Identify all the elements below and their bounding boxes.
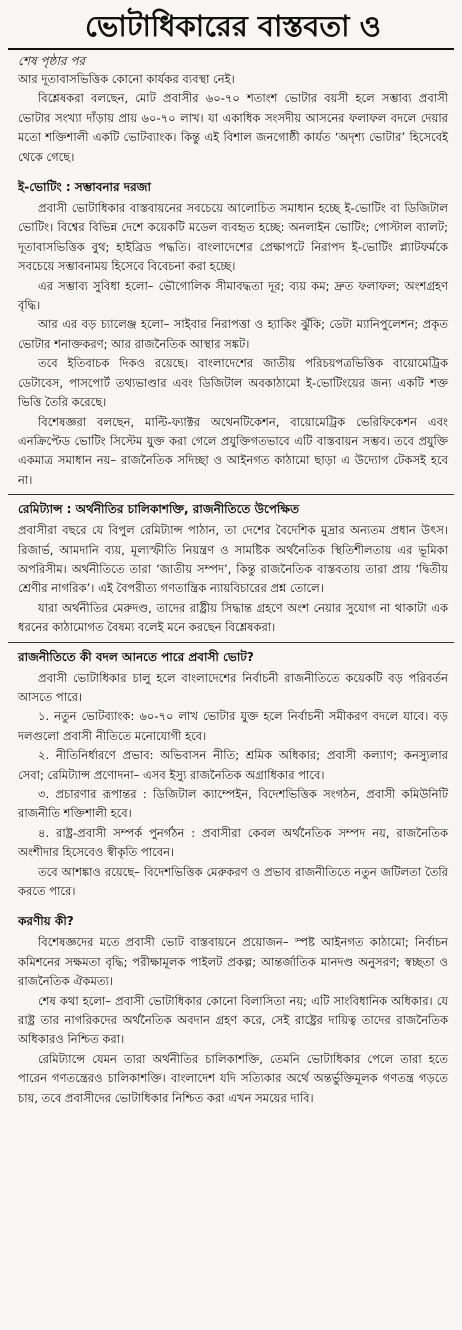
body-paragraph: ১. নতুন ভোটব্যাংক: ৬০-৭০ লাখ ভোটার যুক্ত হলে নির্বাচনী সমীকরণ বদলে যাবে। বড় দলগুলো প্রবাসী নীতিতে মনোযোগী হবে। xyxy=(18,709,448,743)
body-paragraph: ৪. রাষ্ট্র-প্রবাসী সম্পর্ক পুনর্গঠন : প্রবাসীরা কেবল অর্থনৈতিক সম্পদ নয়, রাজনৈতিক অংশীদার হিসেবেও স্বীকৃতি পাবেন। xyxy=(18,825,448,860)
body-paragraph: শেষ কথা হলো– প্রবাসী ভোটাধিকার কোনো বিলাসিতা নয়; এটি সাংবিধানিক অধিকার। যে রাষ্ট্র তার নাগরিকদের অর্থনৈতিক অবদান গ্রহণ করে, সেই রাষ্ট্রের দায়িত্ব তাদের রাজনৈতিক অধিকারও নিশ্চিত করা। xyxy=(18,993,448,1047)
body-paragraph: প্রবাসীরা বছরে যে বিপুল রেমিট্যান্স পাঠান, তা দেশের বৈদেশিক মুদ্রার অন্যতম প্রধান উৎস। রিজার্ভ, আমদানি ব্যয়, মূল্যস্ফীতি নিয়ন্ত্রণ ও সামষ্টিক অর্থনৈতিক স্থিতিশীলতায় এর ভূমিকা অপরিসীম। অর্থনীতিতে তারা ‘জাতীয় সম্পদ’, কিন্তু রাজনৈতিক বাস্তবতায় তারা প্রায় ‘দ্বিতীয় শ্রেণীর নাগরিক’। এই বৈপরীত্য গণতান্ত্রিক ন্যায়বিচারের প্রশ্ন তোলে। xyxy=(18,523,448,596)
section-heading-remittance: রেমিট্যান্স : অর্থনীতির চালিকাশক্তি, রাজনীতিতে উপেক্ষিত xyxy=(18,502,300,517)
body-paragraph: প্রবাসী ভোটাধিকার চালু হলে বাংলাদেশের নির্বাচনী রাজনীতিতে কয়েকটি বড় পরিবর্তন আসতে পারে। xyxy=(18,670,448,704)
headline-rule xyxy=(8,48,454,50)
body-paragraph: তবে আশঙ্কাও রয়েছে– বিদেশভিত্তিক মেরুকরণ ও প্রভাব রাজনীতিতে নতুন জটিলতা তৈরি করতে পারে। xyxy=(18,864,448,899)
body-paragraph: রেমিট্যান্সে যেমন তারা অর্থনীতির চালিকাশক্তি, তেমনি ভোটাধিকার পেলে তারা হতে পারেন গণতন্ত্রেরও চালিকাশক্তি। বাংলাদেশ যদি সত্যিকার অর্থে অন্তর্ভুক্তিমূলক গণতন্ত্র গড়তে চায়, তবে প্রবাসীদের ভোটাধিকার নিশ্চিত করা এখন সময়ের দাবি। xyxy=(18,1051,448,1105)
section-heading-evoting: ই-ভোটিং : সম্ভাবনার দরজা xyxy=(18,180,151,195)
body-paragraph: ৩. প্রচারণার রূপান্তর : ডিজিটাল ক্যাম্পেইন, বিদেশভিত্তিক সংগঠন, প্রবাসী কমিউনিটি রাজনীতি শক্তিশালী হবে। xyxy=(18,787,448,821)
section-divider xyxy=(8,494,454,495)
section-heading-todo: করণীয় কী? xyxy=(18,914,74,929)
body-paragraph: যারা অর্থনীতির মেরুদণ্ড, তাদের রাষ্ট্রীয় সিদ্ধান্ত গ্রহণে অংশ নেয়ার সুযোগ না থাকাটা এক ধরনের কাঠামোগত বৈষম্য বলেই মনে করছেন বিশ্লেষকরা। xyxy=(18,600,448,635)
body-paragraph: ২. নীতিনির্ধারণে প্রভাব: অভিবাসন নীতি; শ্রমিক অধিকার; প্রবাসী কল্যাণ; কনস্যুলার সেবা; রেমিট্যান্স প্রণোদনা– এসব ইস্যু রাজনৈতিক অগ্রাধিকার পাবে। xyxy=(18,748,448,782)
body-paragraph: বিশেষজ্ঞদের মতে প্রবাসী ভোট বাস্তবায়নে প্রয়োজন– স্পষ্ট আইনগত কাঠামো; নির্বাচন কমিশনের সক্ষমতা বৃদ্ধি; পরীক্ষামূলক পাইলট প্রকল্প; আন্তর্জাতিক মানদণ্ড অনুসরণ; স্বচ্ছতা ও রাজনৈতিক ঐকমত্য। xyxy=(18,935,448,989)
body-paragraph: তবে ইতিবাচক দিকও রয়েছে। বাংলাদেশের জাতীয় পরিচয়পত্রভিত্তিক বায়োমেট্রিক ডেটাবেস, পাসপোর্ট তথ্যভাণ্ডার এবং ডিজিটাল অবকাঠামো ই-ভোটিংয়ের জন্য একটি শক্ত ভিত্তি তৈরি করেছে। xyxy=(18,356,448,410)
section-heading-politics: রাজনীতিতে কী বদল আনতে পারে প্রবাসী ভোট? xyxy=(18,649,254,664)
spacer xyxy=(18,901,448,909)
body-paragraph: আর এর বড় চ্যালেঞ্জ হলো– সাইবার নিরাপত্তা ও হ্যাকিং ঝুঁকি; ডেটা ম্যানিপুলেশন; প্রকৃত ভোটার শনাক্তকরণ; আর রাজনৈতিক আস্থার সঙ্কট। xyxy=(18,317,448,351)
body-paragraph: বিশেষজ্ঞরা বলছেন, মাল্টি-ফ্যাক্টর অথেনটিকেশন, বায়োমেট্রিক ভেরিফিকেশন এবং এনক্রিপ্টেড ভোটিং সিস্টেম যুক্ত করা গেলে প্রযুক্তিগতভাবে এটি বাস্তবায়ন সম্ভব। তবে প্রযুক্তি একমাত্র সমাধান নয়– রাজনৈতিক সদিচ্ছা ও আইনগত কাঠামো ছাড়া এ উদ্যোগ টেকসই হবে না। xyxy=(18,414,448,487)
section-divider xyxy=(8,642,454,643)
body-paragraph: এর সম্ভাব্য সুবিধা হলো– ভৌগোলিক সীমাবদ্ধতা দূর; ব্যয় কম; দ্রুত ফলাফল; অংশগ্রহণ বৃদ্ধি। xyxy=(18,278,448,313)
headline: ভোটাধিকারের বাস্তবতা ও xyxy=(84,9,382,43)
intro-paragraph: আর দূতাবাসভিত্তিক কোনো কার্যকর ব্যবস্থা নেই। xyxy=(18,72,235,86)
intro-paragraph: বিশ্লেষকরা বলছেন, মোট প্রবাসীর ৬০-৭০ শতাংশ ভোটার বয়সী হলে সম্ভাব্য প্রবাসী ভোটার সংখ্যা দাঁড়ায় প্রায় ৬০-৭০ লাখ। যা একাধিক সংসদীয় আসনের ফলাফল বদলে দেয়ার মতো শক্তিশালী একটি ভোটব্যাংক। কিন্তু এই বিশাল জনগোষ্ঠী কার্যত ‘অদৃশ্য ভোটার’ হিসেবেই থেকে গেছে। xyxy=(18,91,448,164)
continuation-note: শেষ পৃষ্ঠার পর xyxy=(18,54,86,68)
body-paragraph: প্রবাসী ভোটাধিকার বাস্তবায়নের সবচেয়ে আলোচিত সমাধান হচ্ছে ই-ভোটিং বা ডিজিটাল ভোটিং। বিশ্বের বিভিন্ন দেশে কয়েকটি মডেল ব্যবহৃত হচ্ছে: অনলাইন ভোটিং; পোস্টাল ব্যালট; দূতাবাসভিত্তিক বুথ; হাইব্রিড পদ্ধতি। বাংলাদেশের প্রেক্ষাপটে নিরাপদ ই-ভোটিং প্ল্যাটফর্মকে সবচেয়ে সম্ভাবনাময় হিসেবে বিবেচনা করা হচ্ছে। xyxy=(18,201,448,274)
spacer xyxy=(18,167,448,175)
